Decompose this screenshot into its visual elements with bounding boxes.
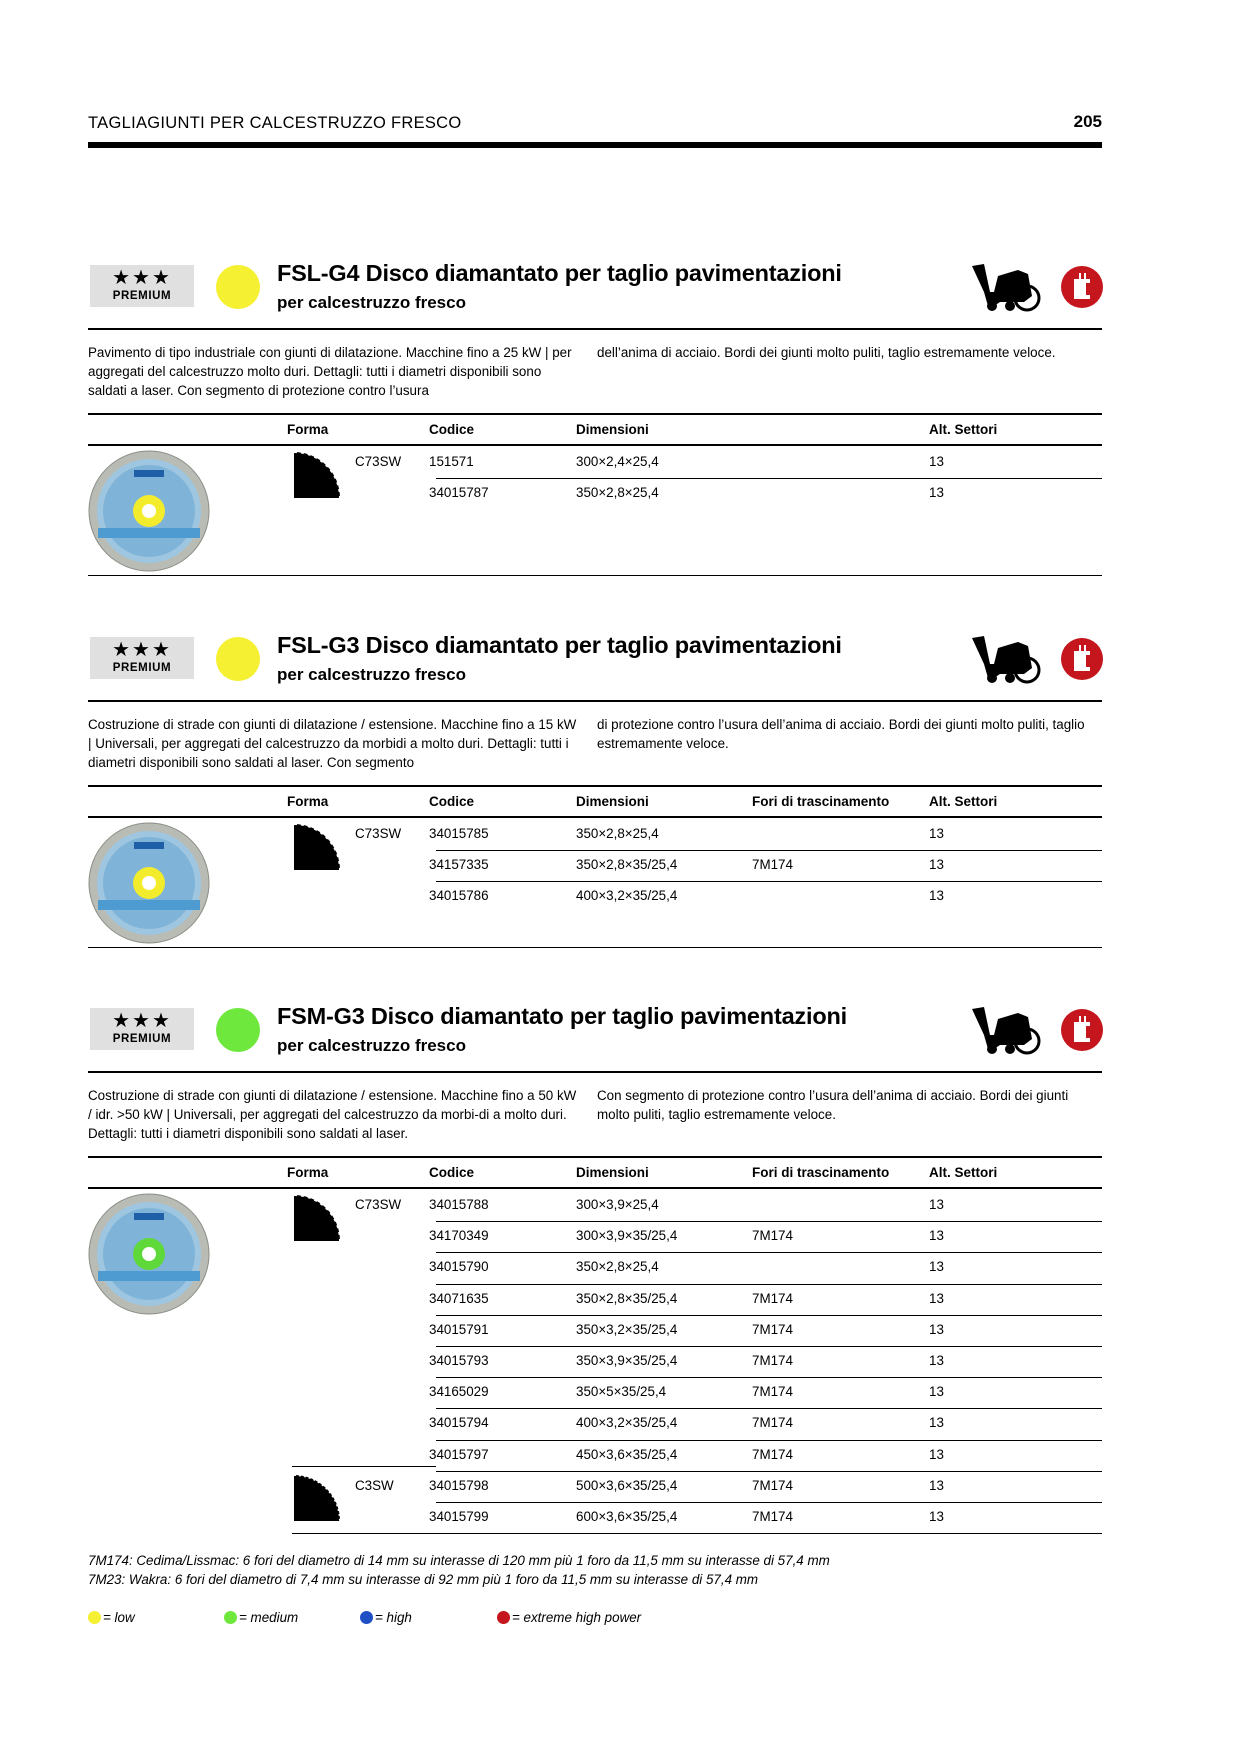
col-codice: Codice [429,794,475,809]
cell-codice: 34015788 [429,1197,489,1212]
cell-dimensioni: 350×2,8×25,4 [576,1259,659,1275]
col-dimensioni: Dimensioni [576,1165,649,1180]
cell-codice: 34015798 [429,1477,489,1493]
premium-label: PREMIUM [112,1033,172,1045]
description-right: di protezione contro l’usura dell’anima di acciaio. Bordi dei giunti molto puliti, taglio estremamente veloce. [597,717,1085,751]
segment-shape-icon [292,1473,342,1523]
cell-alt: 13 [929,1384,944,1400]
col-codice: Codice [429,1165,475,1180]
row-rule [436,1408,1102,1409]
cell-codice: 34015793 [429,1353,489,1368]
legend-high: = high [360,1610,412,1625]
legend-medium: = medium [224,1610,298,1625]
cell-codice: 34015785 [429,826,489,841]
row-rule [436,850,1102,851]
power-socket-icon [1060,637,1104,681]
table-end-rule [292,1533,1102,1534]
floor-saw-icon [970,634,1044,684]
description-left: Pavimento di tipo industriale con giunti di dilatazione. Macchine fino a 25 kW | per aggregati del calcestruzzo molto duri. Dettagli: tutti i diametri disponibili sono saldati a laser. Con segmento di protezione contro l’usura [88,345,572,398]
legend-dot-icon [360,1611,373,1624]
row-rule [436,478,1102,479]
cell-fori: 7M174 [752,1415,793,1431]
row-rule [436,1377,1102,1378]
cell-alt: 13 [929,857,944,873]
cell-fori: 7M174 [752,857,793,873]
cell-codice: 34015794 [429,1415,489,1431]
col-fori: Fori di trascinamento [752,794,890,809]
cell-alt: 13 [929,1321,944,1337]
cell-codice: 34157335 [429,857,489,873]
cell-codice: 34015799 [429,1509,489,1524]
cell-dimensioni: 300×2,4×25,4 [576,454,659,469]
premium-stars-icon: ★★★ [112,267,172,289]
cell-fori: 7M174 [752,1228,793,1244]
cell-forma: C73SW [355,454,402,469]
premium-badge [90,1008,194,1050]
row-rule [436,1502,1102,1503]
legend-dot-icon [88,1611,101,1624]
power-socket-icon [1060,1008,1104,1052]
cell-dimensioni: 400×3,2×35/25,4 [576,1415,678,1431]
page-number: 205 [1073,112,1102,131]
cell-alt: 13 [929,485,944,501]
cell-fori: 7M174 [752,1321,793,1337]
cell-dimensioni: 350×2,8×25,4 [576,826,659,841]
cell-dimensioni: 350×3,9×35/25,4 [576,1353,678,1368]
cell-alt: 13 [929,454,944,469]
cell-dimensioni: 300×3,9×35/25,4 [576,1228,678,1244]
forma-group-rule [292,1466,436,1467]
cell-alt: 13 [929,1509,944,1524]
segment-shape-icon [292,822,342,872]
table-header-rule [88,1187,1102,1189]
row-rule [436,1440,1102,1441]
premium-stars-icon: ★★★ [112,1010,172,1032]
col-alt: Alt. Settori [929,422,998,437]
row-rule [436,881,1102,882]
section-title: FSL-G3 Disco diamantato per taglio pavimentazioni [277,632,842,658]
power-level-dot-low [216,637,260,681]
section-end-rule [88,575,1102,576]
segment-shape-icon [292,450,342,500]
segment-shape-icon [292,1193,342,1243]
cell-forma: C3SW [355,1477,394,1493]
footnote: 7M23: Wakra: 6 fori del diametro di 7,4 mm su interasse di 92 mm più 1 foro da 11,5 mm su interasse di 57,4 mm [88,1572,759,1587]
col-alt: Alt. Settori [929,794,998,809]
cell-alt: 13 [929,1415,944,1431]
power-level-dot-low [216,265,260,309]
premium-label: PREMIUM [112,662,172,674]
cell-fori: 7M174 [752,1446,793,1462]
table-top-rule [88,413,1102,415]
cell-forma: C73SW [355,1197,402,1212]
cell-codice: 34015790 [429,1259,489,1275]
row-rule [436,1221,1102,1222]
running-header: TAGLIAGIUNTI PER CALCESTRUZZO FRESCO [88,114,462,132]
description-right: dell’anima di acciaio. Bordi dei giunti molto puliti, taglio estremamente veloce. [597,345,1056,360]
legend-low: = low [88,1610,135,1625]
cell-dimensioni: 350×5×35/25,4 [576,1384,667,1400]
section-end-rule [88,947,1102,948]
cell-forma: C73SW [355,826,402,841]
col-forma: Forma [287,422,329,437]
cell-codice: 34015787 [429,485,489,501]
cell-alt: 13 [929,826,944,841]
col-forma: Forma [287,1165,329,1180]
cell-codice: 34170349 [429,1228,489,1244]
cell-dimensioni: 350×2,8×35/25,4 [576,1290,678,1306]
row-rule [436,1471,1102,1472]
cell-fori: 7M174 [752,1290,793,1306]
cell-codice: 34015797 [429,1446,489,1462]
header-rule [88,142,1102,148]
diamond-disc-image [88,822,210,944]
section-title: FSL-G4 Disco diamantato per taglio pavimentazioni [277,260,842,286]
cell-dimensioni: 600×3,6×35/25,4 [576,1509,678,1524]
cell-fori: 7M174 [752,1353,793,1368]
cell-fori: 7M174 [752,1384,793,1400]
section-rule [88,1071,1102,1073]
row-rule [436,1346,1102,1347]
section-rule [88,700,1102,702]
cell-alt: 13 [929,1446,944,1462]
premium-stars-icon: ★★★ [112,639,172,661]
cell-alt: 13 [929,888,944,904]
section-subtitle: per calcestruzzo fresco [277,1036,466,1055]
legend-dot-icon [497,1611,510,1624]
table-top-rule [88,1156,1102,1158]
cell-alt: 13 [929,1228,944,1244]
section-title: FSM-G3 Disco diamantato per taglio pavimentazioni [277,1003,847,1029]
section-subtitle: per calcestruzzo fresco [277,665,466,684]
row-rule [436,1252,1102,1253]
col-dimensioni: Dimensioni [576,422,649,437]
cell-codice: 34165029 [429,1384,489,1400]
section-subtitle: per calcestruzzo fresco [277,293,466,312]
cell-alt: 13 [929,1259,944,1275]
col-fori: Fori di trascinamento [752,1165,890,1180]
cell-dimensioni: 400×3,2×35/25,4 [576,888,678,904]
premium-badge [90,265,194,307]
cell-dimensioni: 300×3,9×25,4 [576,1197,659,1212]
diamond-disc-image [88,450,210,572]
cell-dimensioni: 350×2,8×25,4 [576,485,659,501]
col-alt: Alt. Settori [929,1165,998,1180]
cell-alt: 13 [929,1477,944,1493]
power-socket-icon [1060,265,1104,309]
legend-dot-icon [224,1611,237,1624]
description-left: Costruzione di strade con giunti di dilatazione / estensione. Macchine fino a 15 kW | Universali, per aggregati del calcestruzzo da morbidi a molto duri. Dettagli: tutti i diametri disponibili sono saldati al laser. Con segmento [88,717,577,770]
cell-codice: 34015791 [429,1321,489,1337]
footnote: 7M174: Cedima/Lissmac: 6 fori del diametro di 14 mm su interasse di 120 mm più 1 foro da 11,5 mm su interasse di 57,4 mm [88,1553,830,1568]
col-codice: Codice [429,422,475,437]
table-header-rule [88,816,1102,818]
cell-fori: 7M174 [752,1477,793,1493]
cell-alt: 13 [929,1290,944,1306]
premium-label: PREMIUM [112,290,172,302]
cell-alt: 13 [929,1353,944,1368]
cell-fori: 7M174 [752,1509,793,1524]
description-right: Con segmento di protezione contro l’usura dell’anima di acciaio. Bordi dei giunti molto puliti, taglio estremamente veloce. [597,1088,1069,1122]
legend-extreme: = extreme high power [497,1610,641,1625]
cell-codice: 34071635 [429,1290,489,1306]
cell-alt: 13 [929,1197,944,1212]
col-forma: Forma [287,794,329,809]
cell-dimensioni: 350×2,8×35/25,4 [576,857,678,873]
floor-saw-icon [970,1005,1044,1055]
power-level-dot-medium [216,1008,260,1052]
table-top-rule [88,785,1102,787]
description-left: Costruzione di strade con giunti di dilatazione / estensione. Macchine fino a 50 kW / idr. >50 kW | Universali, per aggregati del calcestruzzo da morbi-di a molto duri. Dettagli: tutti i diametri disponibili sono saldati al laser. [88,1088,577,1141]
cell-codice: 151571 [429,454,474,469]
cell-dimensioni: 350×3,2×35/25,4 [576,1321,678,1337]
cell-dimensioni: 500×3,6×35/25,4 [576,1477,678,1493]
table-header-rule [88,444,1102,446]
section-rule [88,328,1102,330]
cell-dimensioni: 450×3,6×35/25,4 [576,1446,678,1462]
premium-badge [90,637,194,679]
diamond-disc-image [88,1193,210,1315]
row-rule [436,1284,1102,1285]
cell-codice: 34015786 [429,888,489,904]
col-dimensioni: Dimensioni [576,794,649,809]
row-rule [436,1315,1102,1316]
floor-saw-icon [970,262,1044,312]
